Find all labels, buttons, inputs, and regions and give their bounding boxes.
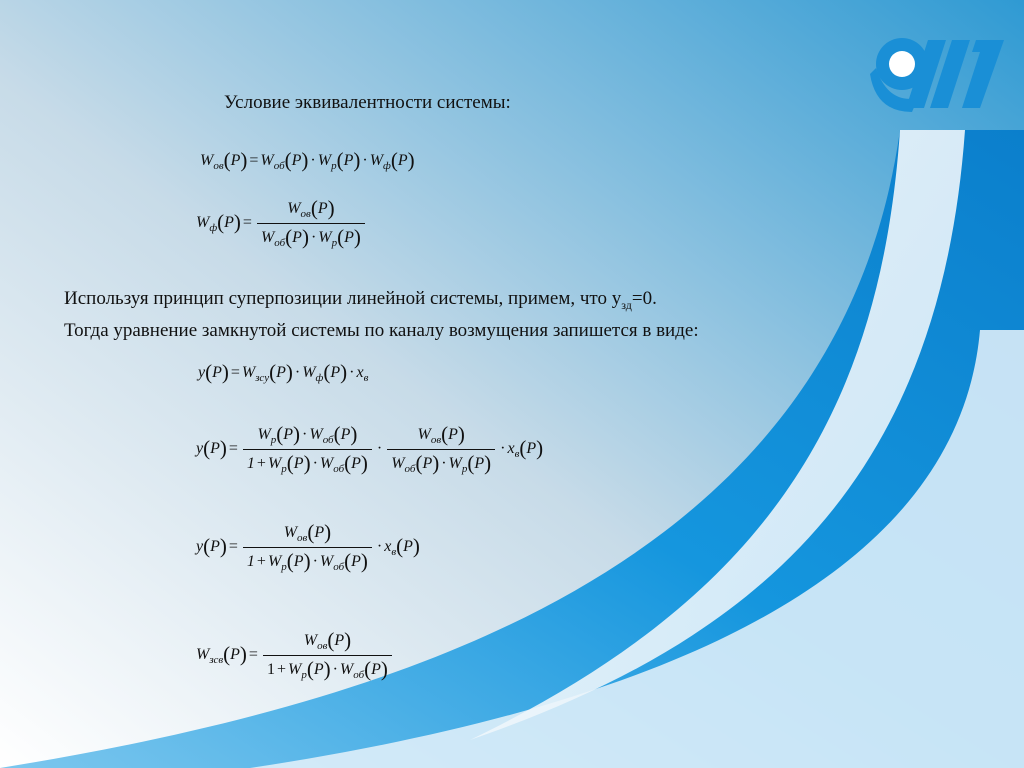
symbol-W: W — [391, 455, 405, 472]
subscript: об — [273, 160, 285, 172]
symbol-W: W — [200, 152, 214, 169]
paragraph-line-1-suffix: =0. — [631, 288, 657, 309]
symbol-P: P — [224, 214, 234, 232]
explanation-paragraph — [64, 286, 699, 344]
operator-dot: · — [349, 364, 355, 381]
symbol-P: P — [351, 455, 361, 472]
subscript: об — [404, 463, 416, 475]
operator-eq: = — [242, 214, 252, 232]
paragraph-subscript: зд — [621, 297, 632, 312]
subscript: в — [363, 372, 369, 384]
symbol-W: W — [196, 214, 210, 232]
subscript: ф — [315, 372, 324, 384]
symbol-y: y — [196, 538, 204, 556]
subscript: ф — [209, 222, 218, 235]
symbol-P: P — [291, 152, 302, 169]
symbol-P: P — [230, 152, 241, 169]
subscript: в — [391, 546, 397, 559]
operator-eq: = — [248, 646, 258, 664]
symbol-P: P — [344, 229, 354, 246]
symbol-P: P — [283, 426, 294, 443]
operator-plus: + — [276, 661, 286, 678]
subscript: ов — [300, 208, 311, 220]
symbol-P: P — [351, 553, 361, 570]
symbol-P: P — [422, 455, 433, 472]
slide-heading: Условие эквивалентности системы: — [224, 92, 511, 113]
symbol-W: W — [318, 229, 332, 246]
symbol-W: W — [267, 553, 282, 570]
symbol-W: W — [417, 426, 431, 443]
operator-dot: · — [312, 553, 318, 570]
symbol-W: W — [317, 152, 332, 169]
fraction: $\frac{W_{ов}(P)}{1 + W_р(P) \cdot W_{об}(P)}$ — [263, 630, 392, 681]
formula-6: $W_{зсв}(P)$ = $\frac{W_{ов}(P)}{1 + W_р(P) \cdot W_{об}(P)}$ — [196, 630, 395, 681]
symbol-W: W — [369, 152, 384, 169]
subscript: ов — [430, 434, 442, 446]
subscript: р — [270, 434, 277, 446]
fraction: $\frac{W_{ов}(P)}{W_{об}(P) \cdot W_р(P)}$ — [257, 198, 365, 249]
operator-dot: · — [332, 661, 338, 678]
symbol-P: P — [210, 538, 220, 556]
symbol-W: W — [257, 426, 271, 443]
operator-dot: · — [310, 152, 316, 169]
operator-eq: = — [249, 152, 259, 169]
subscript: об — [274, 237, 286, 249]
operator-dot: · — [294, 364, 301, 381]
subscript: р — [331, 160, 337, 172]
symbol-P: P — [474, 455, 485, 472]
formula-5: y(P) = $\frac{W_{ов}(P)}{1 + W_р(P) \cdot W_{об}(P)}$ · $x_в(P)$ — [196, 520, 420, 573]
subscript: ф — [383, 160, 391, 172]
operator-dot: · — [302, 426, 308, 443]
symbol-P: P — [293, 455, 304, 472]
symbol-P: P — [230, 646, 240, 664]
formula-1: $W_{ов}(P) = W_{об}(P) \cdot W_р(P) \cdot W_ф(P)$ — [200, 148, 415, 172]
operator-dot: · — [310, 229, 317, 246]
symbol-one: 1 — [266, 661, 275, 678]
operator-dot: · — [376, 538, 383, 556]
subscript: зсв — [209, 654, 224, 667]
symbol-W: W — [241, 364, 256, 381]
operator-dot: · — [500, 440, 506, 458]
symbol-W: W — [448, 455, 462, 472]
operator-eq: = — [228, 538, 238, 556]
symbol-P: P — [330, 364, 341, 381]
symbol-W: W — [260, 152, 274, 169]
symbol-P: P — [371, 661, 381, 678]
operator-dot: · — [312, 455, 318, 472]
symbol-P: P — [340, 426, 351, 443]
formula-2: $W_ф(P)$ = $\frac{W_{ов}(P)}{W_{об}(P) \cdot W_р(P)}$ — [196, 198, 368, 249]
symbol-y: y — [198, 364, 206, 381]
operator-plus: + — [256, 553, 266, 570]
operator-dot: · — [441, 455, 447, 472]
symbol-W: W — [287, 661, 302, 678]
subscript: р — [301, 669, 307, 681]
symbol-one: 1 — [246, 553, 255, 570]
symbol-W: W — [283, 524, 298, 541]
symbol-P: P — [334, 632, 345, 649]
symbol-W: W — [196, 646, 210, 664]
symbol-W: W — [267, 455, 282, 472]
symbol-W: W — [302, 364, 316, 381]
symbol-P: P — [317, 200, 328, 217]
subscript: об — [333, 561, 345, 573]
symbol-P: P — [293, 553, 304, 570]
symbol-W: W — [303, 632, 318, 649]
subscript: р — [281, 463, 287, 475]
symbol-P: P — [314, 524, 325, 541]
symbol-P: P — [448, 426, 458, 443]
symbol-P: P — [276, 364, 286, 381]
operator-eq: = — [230, 364, 240, 381]
operator-dot: · — [362, 152, 368, 169]
symbol-W: W — [319, 553, 334, 570]
symbol-W: W — [287, 200, 301, 217]
formula-4: y(P) = $\frac{W_р(P) \cdot W_{об}(P)}{1 + W_р(P) \cdot W_{об}(P)}$ · $\frac{W_{ов}(P)}{W_{об}(P) \cdot W_р(P)}$ · $x_в(P)$ — [196, 422, 544, 475]
symbol-W: W — [339, 661, 354, 678]
subscript: зсу — [255, 372, 270, 384]
subscript: р — [331, 237, 338, 249]
fraction: $\frac{W_{ов}(P)}{1 + W_р(P) \cdot W_{об}(P)}$ — [243, 522, 372, 573]
symbol-x: x — [356, 364, 364, 381]
subscript: об — [333, 463, 345, 475]
subscript: об — [322, 434, 334, 446]
symbol-W: W — [319, 455, 334, 472]
fraction: $\frac{W_р(P) \cdot W_{об}(P)}{1 + W_р(P) \cdot W_{об}(P)}$ — [243, 424, 372, 475]
fraction: $\frac{W_{ов}(P)}{W_{об}(P) \cdot W_р(P)}$ — [387, 424, 495, 475]
operator-dot: · — [376, 440, 383, 458]
symbol-x: x — [384, 538, 392, 556]
subscript: ов — [213, 160, 224, 172]
symbol-one: 1 — [246, 455, 255, 472]
symbol-P: P — [210, 440, 220, 458]
symbol-P: P — [397, 152, 408, 169]
paragraph-line-2: Тогда уравнение замкнутой системы по каналу возмущения запишется в виде: — [64, 319, 699, 341]
symbol-P: P — [343, 152, 354, 169]
paragraph-line-1-text: Используя принцип суперпозиции линейной системы, примем, что у — [64, 288, 622, 309]
symbol-P: P — [292, 229, 302, 246]
subscript: р — [281, 561, 287, 573]
paragraph-line-1 — [64, 286, 699, 318]
symbol-P: P — [403, 538, 413, 556]
symbol-W: W — [260, 229, 275, 246]
formula-3: $y(P) = W_{зсу}(P) \cdot W_ф(P) \cdot x_в$ — [198, 360, 369, 384]
operator-plus: + — [256, 455, 266, 472]
university-logo — [866, 34, 1006, 114]
subscript: ов — [297, 532, 308, 544]
symbol-P: P — [212, 364, 222, 381]
subscript: р — [461, 463, 468, 475]
symbol-y: y — [196, 440, 204, 458]
symbol-W: W — [309, 426, 323, 443]
symbol-x: x — [507, 440, 515, 458]
symbol-P: P — [313, 661, 324, 678]
subscript: в — [514, 448, 520, 461]
symbol-P: P — [526, 440, 537, 458]
operator-eq: = — [228, 440, 238, 458]
subscript: об — [353, 669, 365, 681]
subscript: ов — [317, 640, 328, 652]
